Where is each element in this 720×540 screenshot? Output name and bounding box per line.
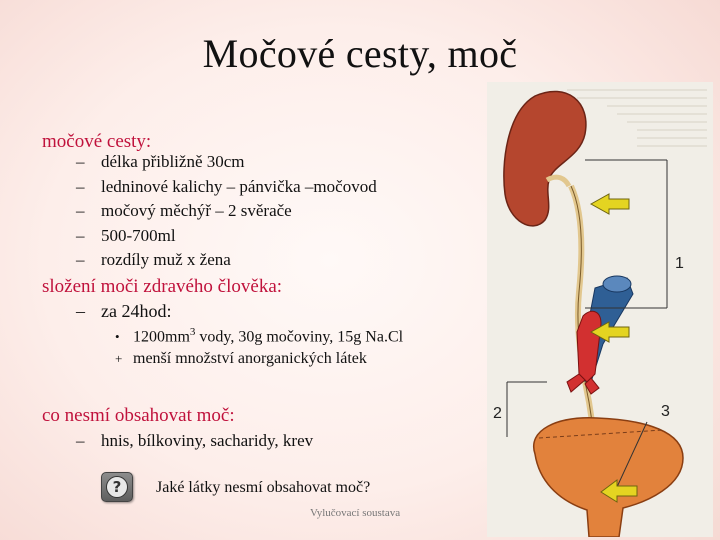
- question-icon: ?: [106, 476, 128, 498]
- list-item: – délka přibližně 30cm: [76, 152, 245, 171]
- list-item: • $1200mm^3$ vody, 30g močoviny, 15g Na.Cl: [115, 326, 404, 346]
- figure-label-1: 1: [675, 255, 684, 272]
- urinary-system-drawing: [487, 82, 713, 537]
- list-item: + menší množství anorganických látek: [115, 350, 367, 367]
- slide-title: Močové cesty, moč: [202, 31, 518, 76]
- section-urinary-tract-heading: močové cesty:: [42, 131, 152, 152]
- composition-bullets: [115, 326, 403, 374]
- list-item: – 500-700ml: [76, 225, 176, 245]
- help-button[interactable]: [101, 472, 133, 502]
- forbidden-item: – hnis, bílkoviny, sacharidy, krev: [76, 431, 314, 450]
- list-item: – ledninové kalichy – pánvička –močovod: [76, 176, 377, 196]
- question-text: Jaké látky nesmí obsahovat moč?: [156, 479, 371, 496]
- list-item: – rozdíly muž x žena: [76, 250, 231, 269]
- section-composition-heading: složení moči zdravého člověka:: [42, 276, 283, 297]
- composition-subitem: – za 24hod:: [76, 301, 172, 321]
- urinary-system-illustration: [487, 82, 713, 537]
- figure-label-2: 2: [493, 405, 502, 422]
- figure-label-3: 3: [661, 403, 670, 420]
- urinary-tract-list: [76, 152, 377, 275]
- footer-text: Vylučovací soustava: [310, 507, 401, 519]
- section-forbidden-heading: co nesmí obsahovat moč:: [42, 405, 235, 426]
- list-item: – močový měchýř – 2 svěrače: [76, 201, 292, 220]
